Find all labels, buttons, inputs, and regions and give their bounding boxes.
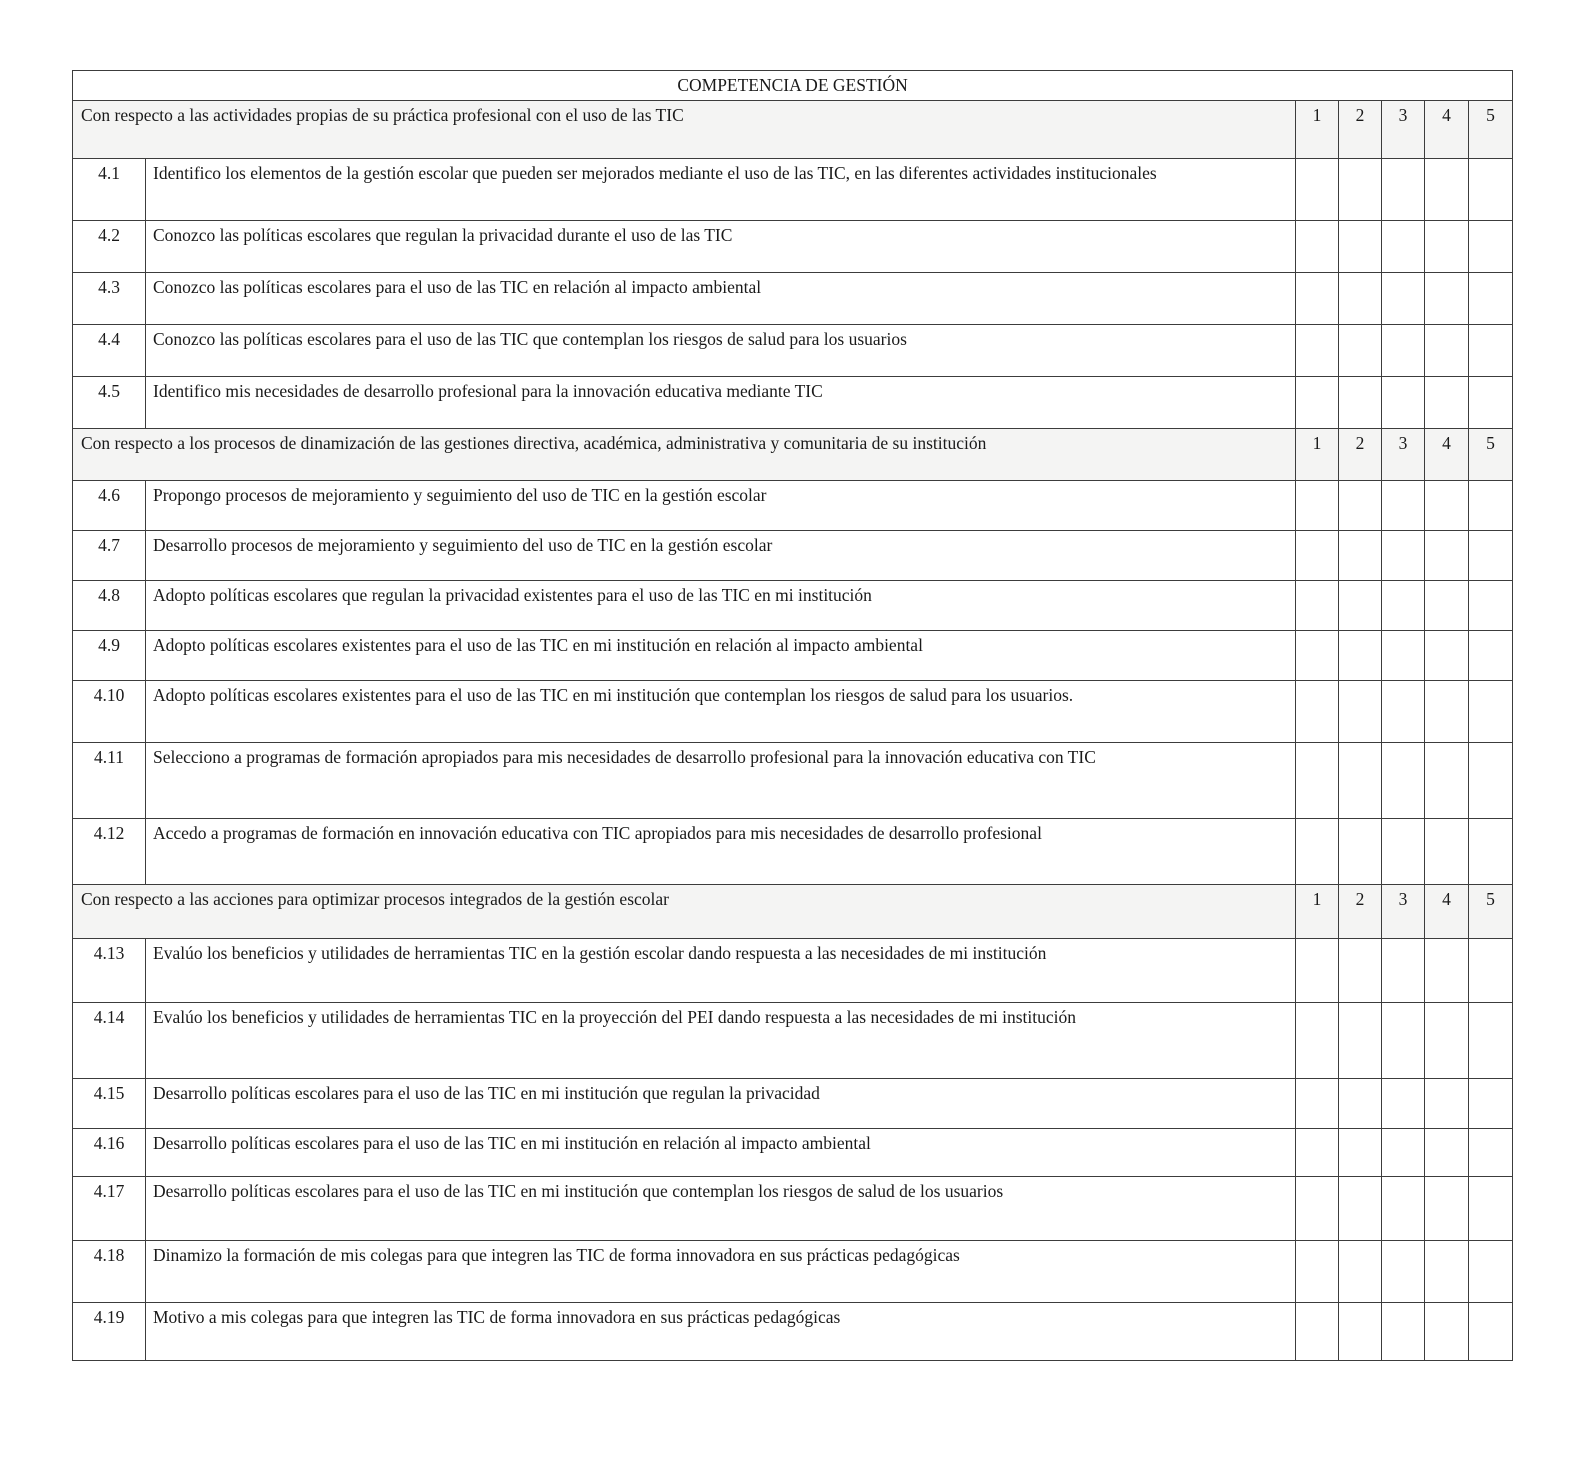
rating-cell-5[interactable] [1469, 325, 1513, 377]
rating-cell-3[interactable] [1382, 481, 1425, 531]
rating-cell-3[interactable] [1382, 1003, 1425, 1079]
rating-cell-1[interactable] [1296, 581, 1339, 631]
rating-cell-3[interactable] [1382, 325, 1425, 377]
rating-cell-5[interactable] [1469, 631, 1513, 681]
scale-label-1: 1 [1296, 429, 1339, 481]
table-row [73, 273, 1513, 325]
rating-cell-3[interactable] [1382, 159, 1425, 221]
competencia-gestion-table [72, 70, 1513, 1361]
rating-cell-2[interactable] [1339, 1303, 1382, 1361]
rating-cell-5[interactable] [1469, 1129, 1513, 1177]
item-number: 4.7 [73, 531, 146, 581]
rating-cell-2[interactable] [1339, 273, 1382, 325]
rating-cell-2[interactable] [1339, 1129, 1382, 1177]
table-row [73, 681, 1513, 743]
rating-cell-3[interactable] [1382, 939, 1425, 1003]
scale-label-3: 3 [1382, 885, 1425, 939]
rating-cell-2[interactable] [1339, 1241, 1382, 1303]
section-2-header: Con respecto a los procesos de dinamización de las gestiones directiva, académica, administrativa y comunitaria de su institución [73, 429, 1296, 481]
item-text: Accedo a programas de formación en innovación educativa con TIC apropiados para mis necesidades de desarrollo profesional [146, 819, 1296, 885]
item-number: 4.16 [73, 1129, 146, 1177]
rating-cell-5[interactable] [1469, 1303, 1513, 1361]
item-text: Selecciono a programas de formación apropiados para mis necesidades de desarrollo profesional para la innovación educativa con TIC [146, 743, 1296, 819]
item-number: 4.3 [73, 273, 146, 325]
table-row [73, 743, 1513, 819]
rating-cell-5[interactable] [1469, 681, 1513, 743]
rating-cell-1[interactable] [1296, 273, 1339, 325]
rating-cell-4[interactable] [1425, 1003, 1469, 1079]
item-text: Evalúo los beneficios y utilidades de herramientas TIC en la gestión escolar dando respuesta a las necesidades de mi institución [146, 939, 1296, 1003]
table-row [73, 221, 1513, 273]
rating-cell-1[interactable] [1296, 1303, 1339, 1361]
rating-cell-3[interactable] [1382, 1177, 1425, 1241]
item-text: Adopto políticas escolares existentes para el uso de las TIC en mi institución en relación al impacto ambiental [146, 631, 1296, 681]
scale-label-5: 5 [1469, 885, 1513, 939]
item-number: 4.18 [73, 1241, 146, 1303]
item-text: Identifico los elementos de la gestión escolar que pueden ser mejorados mediante el uso de las TIC, en las diferentes actividades institucionales [146, 159, 1296, 221]
table-row [73, 481, 1513, 531]
table-row [73, 1177, 1513, 1241]
rating-cell-5[interactable] [1469, 1177, 1513, 1241]
rating-cell-4[interactable] [1425, 1079, 1469, 1129]
rating-cell-4[interactable] [1425, 819, 1469, 885]
table-row [73, 581, 1513, 631]
rating-cell-2[interactable] [1339, 325, 1382, 377]
item-text: Identifico mis necesidades de desarrollo profesional para la innovación educativa mediante TIC [146, 377, 1296, 429]
table-row [73, 1079, 1513, 1129]
rating-cell-1[interactable] [1296, 159, 1339, 221]
rating-cell-1[interactable] [1296, 531, 1339, 581]
rating-cell-3[interactable] [1382, 1303, 1425, 1361]
rating-cell-5[interactable] [1469, 481, 1513, 531]
rating-cell-4[interactable] [1425, 531, 1469, 581]
item-number: 4.9 [73, 631, 146, 681]
rating-cell-4[interactable] [1425, 743, 1469, 819]
item-number: 4.17 [73, 1177, 146, 1241]
rating-cell-1[interactable] [1296, 819, 1339, 885]
rating-cell-4[interactable] [1425, 939, 1469, 1003]
rating-cell-2[interactable] [1339, 631, 1382, 681]
item-number: 4.8 [73, 581, 146, 631]
item-text: Adopto políticas escolares existentes para el uso de las TIC en mi institución que contemplan los riesgos de salud para los usuarios. [146, 681, 1296, 743]
rating-cell-3[interactable] [1382, 1241, 1425, 1303]
item-number: 4.4 [73, 325, 146, 377]
item-text: Propongo procesos de mejoramiento y seguimiento del uso de TIC en la gestión escolar [146, 481, 1296, 531]
rating-cell-2[interactable] [1339, 743, 1382, 819]
rating-cell-4[interactable] [1425, 481, 1469, 531]
rating-cell-4[interactable] [1425, 325, 1469, 377]
item-number: 4.15 [73, 1079, 146, 1129]
rating-cell-5[interactable] [1469, 819, 1513, 885]
rating-cell-4[interactable] [1425, 631, 1469, 681]
rating-cell-3[interactable] [1382, 819, 1425, 885]
rating-cell-3[interactable] [1382, 743, 1425, 819]
rating-cell-1[interactable] [1296, 743, 1339, 819]
table-row [73, 819, 1513, 885]
rating-cell-4[interactable] [1425, 681, 1469, 743]
rating-cell-2[interactable] [1339, 159, 1382, 221]
rating-cell-1[interactable] [1296, 1129, 1339, 1177]
item-text: Adopto políticas escolares que regulan la privacidad existentes para el uso de las TIC en mi institución [146, 581, 1296, 631]
rating-cell-3[interactable] [1382, 1079, 1425, 1129]
scale-label-1: 1 [1296, 101, 1339, 159]
rating-cell-1[interactable] [1296, 325, 1339, 377]
table-row [73, 1129, 1513, 1177]
rating-cell-3[interactable] [1382, 221, 1425, 273]
scale-label-5: 5 [1469, 429, 1513, 481]
table-row [73, 1303, 1513, 1361]
table-row [73, 1241, 1513, 1303]
rating-cell-4[interactable] [1425, 1303, 1469, 1361]
scale-label-4: 4 [1425, 885, 1469, 939]
item-text: Conozco las políticas escolares para el uso de las TIC en relación al impacto ambiental [146, 273, 1296, 325]
section-3-header: Con respecto a las acciones para optimizar procesos integrados de la gestión escolar [73, 885, 1296, 939]
rating-cell-5[interactable] [1469, 159, 1513, 221]
item-number: 4.10 [73, 681, 146, 743]
rating-cell-4[interactable] [1425, 1129, 1469, 1177]
rating-cell-3[interactable] [1382, 681, 1425, 743]
table-row [73, 1003, 1513, 1079]
table-row [73, 939, 1513, 1003]
rating-cell-3[interactable] [1382, 631, 1425, 681]
rating-cell-5[interactable] [1469, 273, 1513, 325]
rating-cell-2[interactable] [1339, 681, 1382, 743]
rating-cell-2[interactable] [1339, 1177, 1382, 1241]
scale-label-4: 4 [1425, 101, 1469, 159]
item-text: Desarrollo políticas escolares para el uso de las TIC en mi institución en relación al impacto ambiental [146, 1129, 1296, 1177]
scale-label-3: 3 [1382, 101, 1425, 159]
table-row [73, 325, 1513, 377]
rating-cell-5[interactable] [1469, 743, 1513, 819]
table-row [73, 631, 1513, 681]
scale-label-5: 5 [1469, 101, 1513, 159]
rating-cell-5[interactable] [1469, 377, 1513, 429]
scale-label-3: 3 [1382, 429, 1425, 481]
rating-cell-3[interactable] [1382, 581, 1425, 631]
item-text: Conozco las políticas escolares que regulan la privacidad durante el uso de las TIC [146, 221, 1296, 273]
item-number: 4.5 [73, 377, 146, 429]
rating-cell-1[interactable] [1296, 939, 1339, 1003]
section-header-row [73, 101, 1513, 159]
table-row [73, 159, 1513, 221]
section-1-header: Con respecto a las actividades propias de su práctica profesional con el uso de las TIC [73, 101, 1296, 159]
rating-cell-2[interactable] [1339, 581, 1382, 631]
rating-cell-1[interactable] [1296, 377, 1339, 429]
scale-label-4: 4 [1425, 429, 1469, 481]
rating-cell-4[interactable] [1425, 159, 1469, 221]
rating-cell-3[interactable] [1382, 273, 1425, 325]
rating-cell-1[interactable] [1296, 681, 1339, 743]
item-text: Motivo a mis colegas para que integren las TIC de forma innovadora en sus prácticas pedagógicas [146, 1303, 1296, 1361]
rating-cell-2[interactable] [1339, 939, 1382, 1003]
item-text: Desarrollo políticas escolares para el uso de las TIC en mi institución que contemplan los riesgos de salud de los usuarios [146, 1177, 1296, 1241]
item-text: Dinamizo la formación de mis colegas para que integren las TIC de forma innovadora en sus prácticas pedagógicas [146, 1241, 1296, 1303]
table-row [73, 531, 1513, 581]
rating-cell-5[interactable] [1469, 531, 1513, 581]
rating-cell-5[interactable] [1469, 1241, 1513, 1303]
scale-label-2: 2 [1339, 885, 1382, 939]
item-text: Evalúo los beneficios y utilidades de herramientas TIC en la proyección del PEI dando respuesta a las necesidades de mi institución [146, 1003, 1296, 1079]
item-number: 4.19 [73, 1303, 146, 1361]
item-number: 4.1 [73, 159, 146, 221]
rating-cell-1[interactable] [1296, 481, 1339, 531]
rating-cell-1[interactable] [1296, 631, 1339, 681]
item-text: Conozco las políticas escolares para el uso de las TIC que contemplan los riesgos de salud para los usuarios [146, 325, 1296, 377]
item-number: 4.2 [73, 221, 146, 273]
table-title: COMPETENCIA DE GESTIÓN [73, 71, 1513, 101]
rating-cell-2[interactable] [1339, 1079, 1382, 1129]
rating-cell-5[interactable] [1469, 1003, 1513, 1079]
item-text: Desarrollo políticas escolares para el uso de las TIC en mi institución que regulan la privacidad [146, 1079, 1296, 1129]
rating-cell-4[interactable] [1425, 581, 1469, 631]
rating-cell-1[interactable] [1296, 1241, 1339, 1303]
rating-cell-1[interactable] [1296, 1079, 1339, 1129]
rating-cell-2[interactable] [1339, 531, 1382, 581]
scale-label-1: 1 [1296, 885, 1339, 939]
rating-cell-4[interactable] [1425, 221, 1469, 273]
rating-cell-1[interactable] [1296, 221, 1339, 273]
rating-cell-4[interactable] [1425, 1177, 1469, 1241]
table-title-row [73, 71, 1513, 101]
item-number: 4.14 [73, 1003, 146, 1079]
rating-cell-2[interactable] [1339, 481, 1382, 531]
rating-cell-1[interactable] [1296, 1003, 1339, 1079]
section-header-row [73, 429, 1513, 481]
item-number: 4.6 [73, 481, 146, 531]
rating-cell-5[interactable] [1469, 221, 1513, 273]
rating-cell-5[interactable] [1469, 1079, 1513, 1129]
item-number: 4.12 [73, 819, 146, 885]
item-text: Desarrollo procesos de mejoramiento y seguimiento del uso de TIC en la gestión escolar [146, 531, 1296, 581]
rating-cell-1[interactable] [1296, 1177, 1339, 1241]
rating-cell-2[interactable] [1339, 377, 1382, 429]
section-header-row [73, 885, 1513, 939]
table-row [73, 377, 1513, 429]
rating-cell-5[interactable] [1469, 581, 1513, 631]
rating-cell-3[interactable] [1382, 531, 1425, 581]
rating-cell-4[interactable] [1425, 1241, 1469, 1303]
rating-cell-2[interactable] [1339, 819, 1382, 885]
rating-cell-2[interactable] [1339, 1003, 1382, 1079]
rating-cell-4[interactable] [1425, 273, 1469, 325]
rating-cell-5[interactable] [1469, 939, 1513, 1003]
scale-label-2: 2 [1339, 429, 1382, 481]
scale-label-2: 2 [1339, 101, 1382, 159]
rating-cell-4[interactable] [1425, 377, 1469, 429]
rating-cell-3[interactable] [1382, 377, 1425, 429]
rating-cell-3[interactable] [1382, 1129, 1425, 1177]
item-number: 4.11 [73, 743, 146, 819]
item-number: 4.13 [73, 939, 146, 1003]
rating-cell-2[interactable] [1339, 221, 1382, 273]
